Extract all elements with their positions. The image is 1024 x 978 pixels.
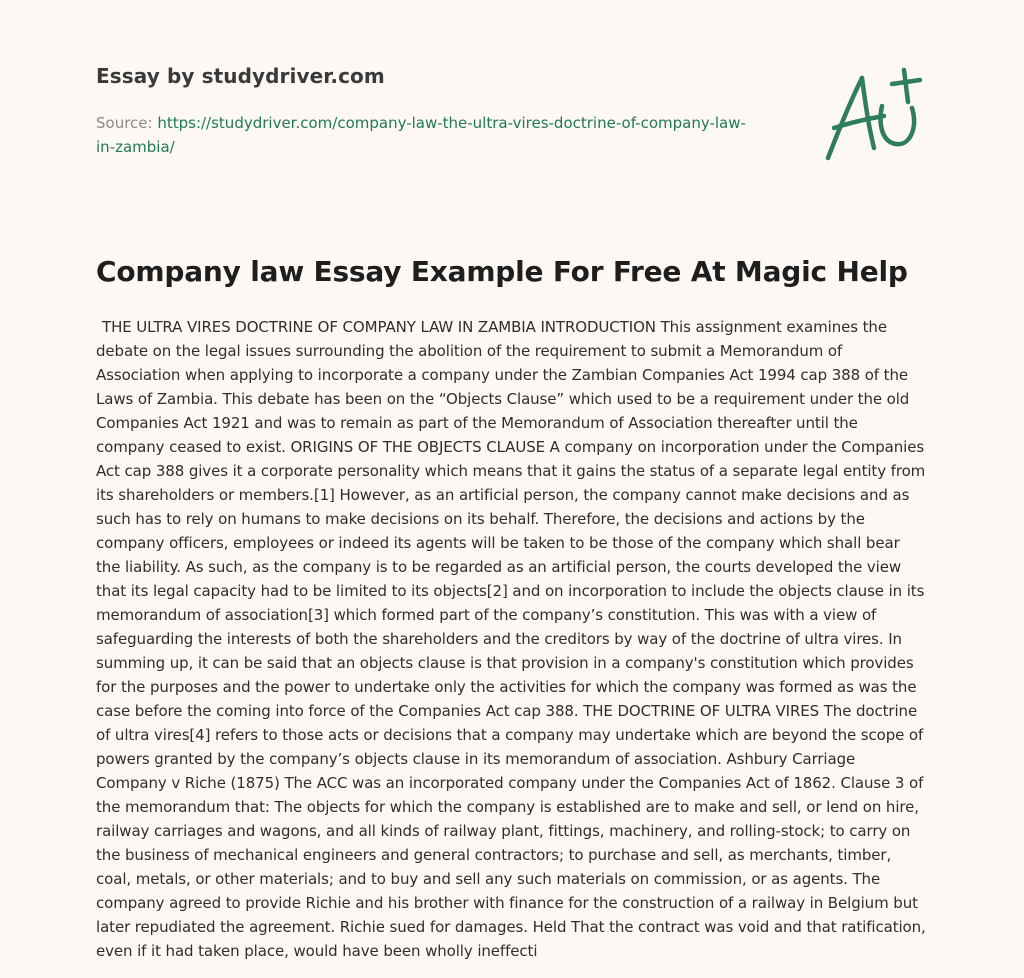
site-title: Essay by studydriver.com [96,64,385,88]
essay-title: Company law Essay Example For Free At Magic Help [96,255,908,288]
essay-body: THE ULTRA VIRES DOCTRINE OF COMPANY LAW IN ZAMBIA INTRODUCTION This assignment examines the debate on the legal issues surrounding the abolition of the requirement to submit a Memorandum of Association when applying to incorporate a company under the Zambian Companies Act 1994 cap 388 of the Laws of Zambia. This debate has been on the “Objects Clause” which used to be a requirement under the old Companies Act 1921 and was to remain as part of the Memorandum of Association thereafter until the company ceased to exist. ORIGINS OF THE OBJECTS CLAUSE A company on incorporation under the Companies Act cap 388 gives it a corporate personality which means that it gains the status of a separate legal entity from its shareholders or members.[1] However, as an artificial person, the company cannot make decisions and as such has to rely on humans to make decisions on its behalf. Therefore, the decisions and actions by the company officers, employees or indeed its agents will be taken to be those of the company which shall bear the liability. As such, as the company is to be regarded as an artificial person, the courts developed the view that its legal capacity had to be limited to its objects[2] and on incorporation to include the objects clause in its memorandum of association[3] which formed part of the company’s constitution. This was with a view of safeguarding the interests of both the shareholders and the creditors by way of the doctrine of ultra vires. In summing up, it can be said that an objects clause is that provision in a company's constitution which provides for the purposes and the power to undertake only the activities for which the company was formed as was the case before the coming into force of the Companies Act cap 388. THE DOCTRINE OF ULTRA VIRES The doctrine of ultra vires[4] refers to those acts or decisions that a company may undertake which are beyond the scope of powers granted by the company’s objects clause in its memorandum of association. Ashbury Carriage Company v Riche (1875) The ACC was an incorporated company under the Companies Act of 1862. Clause 3 of the memorandum that: The objects for which the company is established are to make and sell, or lend on hire, railway carriages and wagons, and all kinds of railway plant, fittings, machinery, and rolling-stock; to carry on the business of mechanical engineers and general contractors; to purchase and sell, as merchants, timber, coal, metals, or other materials; and to buy and sell any such materials on commission, or as agents. The company agreed to provide Richie and his brother with finance for the construction of a railway in Belgium but later repudiated the agreement. Richie sued for damages. Held That the contract was void and that ratification, even if it had taken place, would have been wholly ineffecti [96,318,926,960]
source-label: Source: [96,114,158,132]
source-link[interactable]: https://studydriver.com/company-law-the-ultra-vires-doctrine-of-company-law-in-zambia/ [96,114,746,156]
a-plus-grade-icon [822,66,930,164]
source-line [96,111,756,159]
